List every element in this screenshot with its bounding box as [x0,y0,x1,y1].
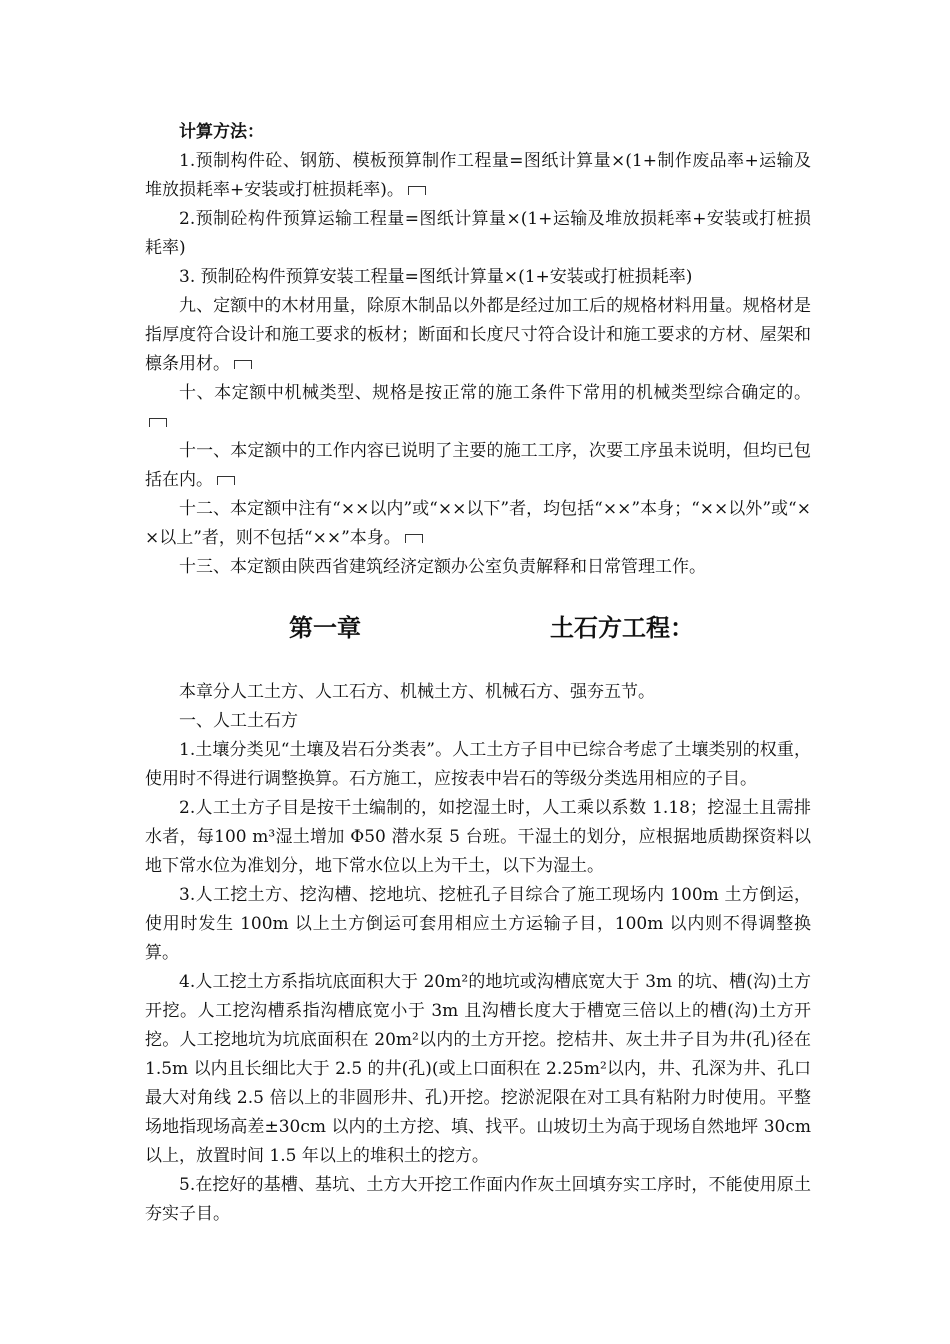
paragraph-mark-icon [149,418,167,427]
bottom-paragraph [145,1171,811,1229]
top-paragraph-text: 十一、本定额中的工作内容已说明了主要的施工工序，次要工序虽未说明，但均已包括在内。 [145,441,811,490]
paragraph-mark-icon [408,186,426,195]
paragraph-mark-icon [217,476,235,485]
top-paragraph-text: 十三、本定额由陕西省建筑经济定额办公室负责解释和日常管理工作。 [179,557,706,577]
bottom-paragraph [145,736,811,794]
bottom-paragraph-text: 本章分人工土方、人工石方、机械土方、机械石方、强夯五节。 [179,682,655,702]
top-paragraph [145,379,811,437]
bottom-paragraph-text: 5.在挖好的基槽、基坑、土方大开挖工作面内作灰土回填夯实工序时，不能使用原土夯实子目。 [145,1175,811,1224]
section-calculation-methods [145,118,811,582]
top-paragraph [145,495,811,553]
top-paragraph [145,292,811,379]
bottom-paragraph [145,881,811,968]
top-paragraph [145,553,811,582]
section-earthwork [145,678,811,1229]
bottom-paragraph-text: 一、人工土石方 [179,711,298,731]
top-paragraph-text: 1.预制构件砼、钢筋、模板预算制作工程量=图纸计算量×(1+制作废品率+运输及堆放损耗率+安装或打桩损耗率)。 [145,151,811,200]
bottom-paragraph [145,707,811,736]
top-paragraph [145,437,811,495]
bottom-paragraph [145,968,811,1171]
bottom-paragraph-text: 3.人工挖土方、挖沟槽、挖地坑、挖桩孔子目综合了施工现场内 100m 土方倒运，使用时发生 100m 以上土方倒运可套用相应土方运输子目，100m 以内则不得调整换算。 [145,885,811,963]
chapter-number: 第一章 [289,614,361,642]
paragraph-mark-icon [405,534,423,543]
top-paragraph [145,147,811,205]
top-paragraph-text: 十、本定额中机械类型、规格是按正常的施工条件下常用的机械类型综合确定的。 [179,383,811,403]
bottom-paragraph-text: 4.人工挖土方系指坑底面积大于 20m²的地坑或沟槽底宽大于 3m 的坑、槽(沟)土方开挖。人工挖沟槽系指沟槽底宽小于 3m 且沟槽长度大于槽宽三倍以上的槽(沟)土方开挖。人工挖地坑为坑底面积在 20m²以内的土方开挖。挖桔井、灰土井子目为井(孔)径在 1.5m 以内且长细比大于 2.5 的井(孔)(或上口面积在 2.25m²以内，井、孔深为井、孔口最大对角线 2.5 倍以上的非圆形井、孔)开挖。挖淤泥限在对工具有粘附力时使用。平整场地指现场高差±30cm 以内的土方挖、填、找平。山坡切土为高于现场自然地坪 30cm 以上，放置时间 1.5 年以上的堆积土的挖方。 [145,972,811,1166]
chapter-title: 土石方工程： [550,614,694,642]
top-paragraph [145,263,811,292]
top-paragraph-text: 2.预制砼构件预算运输工程量=图纸计算量×(1+运输及堆放损耗率+安装或打桩损耗率) [145,209,811,258]
bottom-paragraph-text: 1.土壤分类见“土壤及岩石分类表”。人工土方子目中已综合考虑了土壤类别的权重，使用时不得进行调整换算。石方施工，应按表中岩石的等级分类选用相应的子目。 [145,740,811,789]
top-paragraph-text: 九、定额中的木材用量，除原木制品以外都是经过加工后的规格材料用量。规格材是指厚度符合设计和施工要求的板材；断面和长度尺寸符合设计和施工要求的方材、屋架和檩条用材。 [145,296,811,374]
top-paragraph-text: 十二、本定额中注有“××以内”或“××以下”者，均包括“××”本身；“××以外”或“××以上”者，则不包括“××”本身。 [145,499,811,548]
bottom-paragraph [145,678,811,707]
paragraph-mark-icon [234,360,252,369]
top-paragraph-text: 3. 预制砼构件预算安装工程量=图纸计算量×(1+安装或打桩损耗率) [179,267,693,287]
top-paragraph [145,205,811,263]
top-paragraph [145,118,811,147]
top-paragraph-text: 计算方法： [179,122,264,142]
document-page [145,118,811,1229]
chapter-heading [145,608,811,648]
bottom-paragraph-text: 2.人工土方子目是按干土编制的，如挖湿土时，人工乘以系数 1.18；挖湿土且需排水者，每100 m³湿土增加 Φ50 潜水泵 5 台班。干湿土的划分，应根据地质勘探资料以地下常水位为准划分，地下常水位以上为干土，以下为湿土。 [145,798,811,876]
bottom-paragraph [145,794,811,881]
